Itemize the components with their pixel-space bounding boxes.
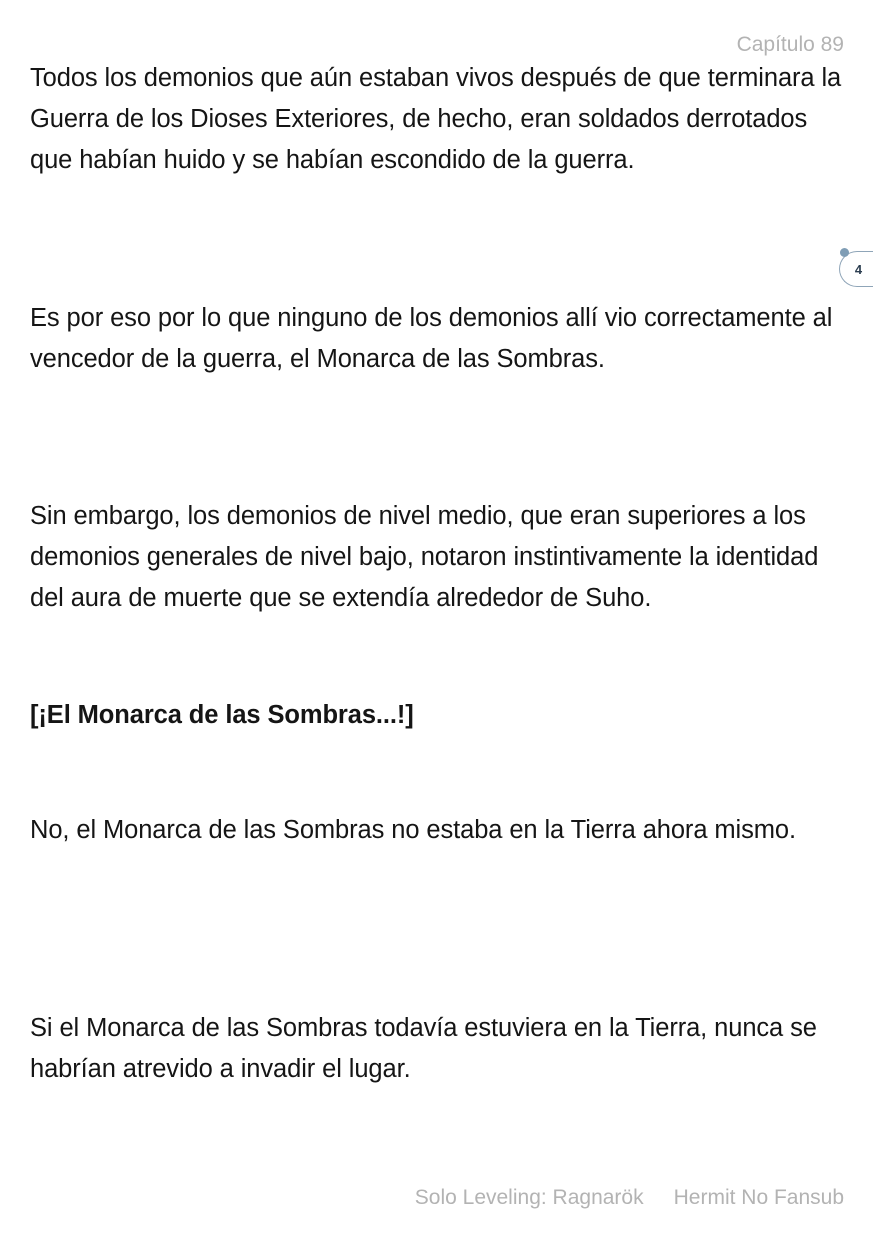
paragraph-dialogue: [¡El Monarca de las Sombras...!] bbox=[30, 701, 414, 729]
translator-credit: Hermit No Fansub bbox=[673, 1186, 844, 1209]
comment-badge[interactable] bbox=[839, 251, 873, 287]
chapter-label: Capítulo 89 bbox=[736, 33, 844, 56]
comment-count: 4 bbox=[854, 261, 863, 277]
paragraph: Es por eso por lo que ninguno de los demonios allí vio correctamente al vencedor de la guerra, el Monarca de las Sombras. bbox=[30, 304, 833, 373]
paragraph: Sin embargo, los demonios de nivel medio, que eran superiores a los demonios generales de nivel bajo, notaron instintivamente la identidad del aura de muerte que se extendía alrededor de Suho. bbox=[30, 502, 819, 612]
paragraph: Si el Monarca de las Sombras todavía estuviera en la Tierra, nunca se habrían atrevido a invadir el lugar. bbox=[30, 1014, 817, 1083]
paragraph: Todos los demonios que aún estaban vivos después de que terminara la Guerra de los Dioses Exteriores, de hecho, eran soldados derrotados que habían huido y se habían escondido de la guerra. bbox=[30, 64, 842, 174]
page-footer bbox=[415, 1186, 844, 1210]
book-title: Solo Leveling: Ragnarök bbox=[414, 1186, 644, 1209]
comment-bubble-icon bbox=[840, 248, 849, 257]
paragraph: No, el Monarca de las Sombras no estaba en la Tierra ahora mismo. bbox=[30, 816, 796, 844]
